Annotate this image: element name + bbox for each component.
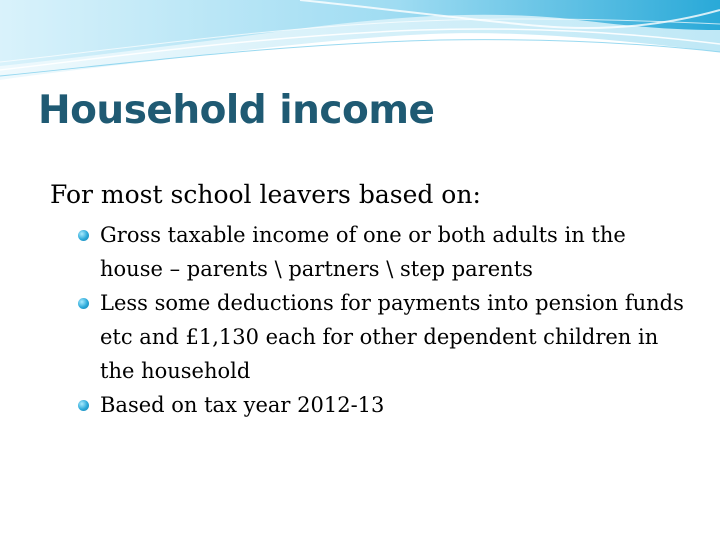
- decorative-wave-header: [0, 0, 720, 90]
- bullet-dot-icon: [78, 400, 89, 411]
- list-item: [50, 286, 690, 388]
- slide-title: Household income: [38, 88, 435, 133]
- subheading: For most school leavers based on:: [50, 180, 481, 209]
- bullet-dot-icon: [78, 298, 89, 309]
- list-item: [50, 388, 690, 422]
- bullet-dot-icon: [78, 230, 89, 241]
- list-item-text: Gross taxable income of one or both adults in the house – parents \ partners \ step parents: [100, 223, 626, 281]
- list-item-text: Less some deductions for payments into pension funds etc and £1,130 each for other dependent children in the household: [100, 291, 684, 383]
- list-item: [50, 218, 690, 286]
- list-item-text: Based on tax year 2012-13: [100, 393, 385, 417]
- bullet-list: [50, 218, 690, 422]
- slide-content: [50, 178, 690, 422]
